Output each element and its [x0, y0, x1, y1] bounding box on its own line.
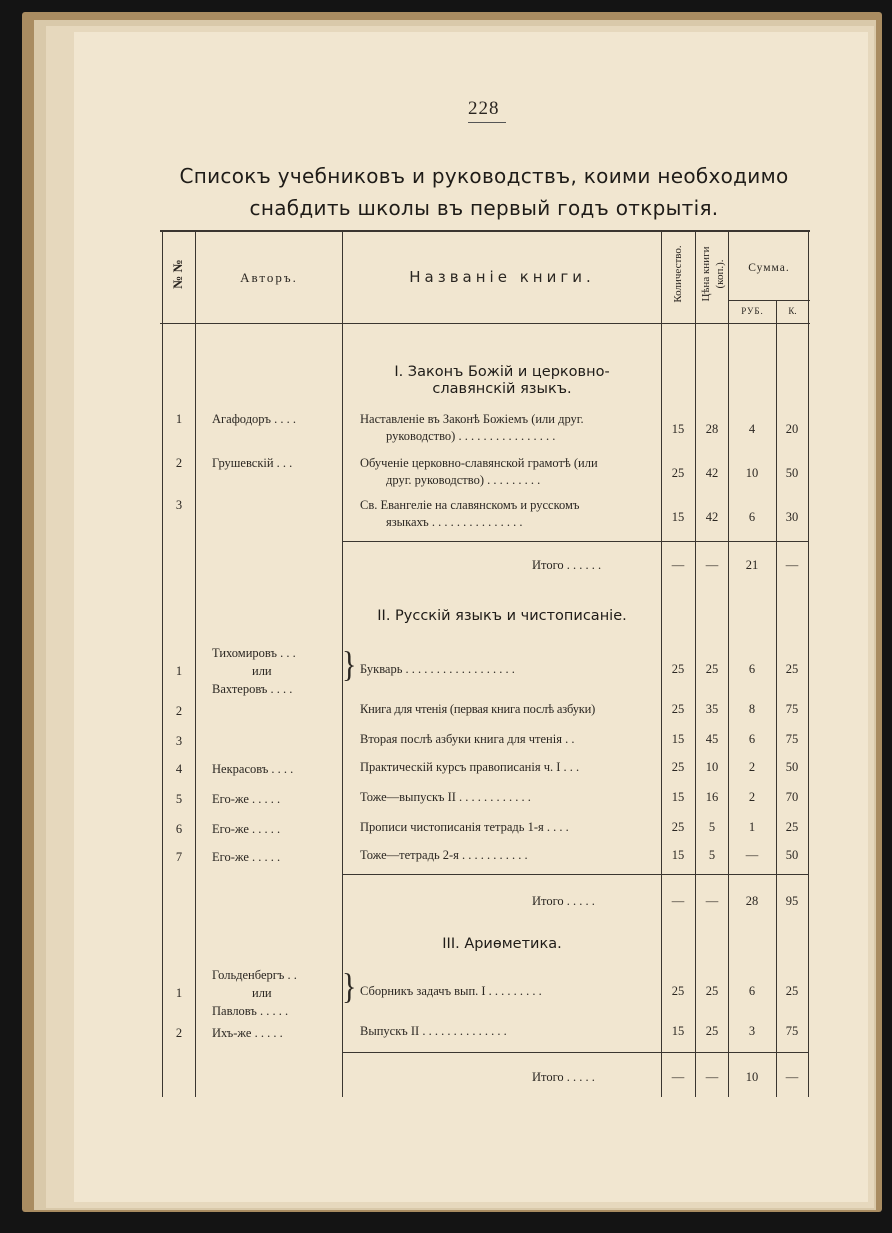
row-book-line1: Вторая послѣ азбуки книга для чтенія . .: [360, 732, 575, 746]
row-price: 35: [705, 702, 719, 716]
row-number: 1: [175, 986, 183, 1000]
row-rub: 3: [748, 1024, 756, 1038]
row-qty: 25: [671, 662, 685, 676]
header-bottom-rule: [160, 323, 810, 324]
page-number: 228: [468, 98, 500, 119]
row-number: 5: [175, 792, 183, 806]
row-rub: 6: [748, 732, 756, 746]
row-price: 16: [705, 790, 719, 804]
row-book-line1: Выпускъ II . . . . . . . . . . . . . .: [360, 1024, 507, 1038]
row-price: 10: [705, 760, 719, 774]
total-qty: —: [671, 558, 685, 572]
row-kop: 50: [785, 466, 799, 480]
row-author-line1: Тихомировъ . . .: [212, 646, 296, 660]
section-1-title-line2: славянскій языкъ.: [432, 381, 572, 397]
column-rule-no: [195, 231, 196, 1097]
row-book-line2: руководство) . . . . . . . . . . . . . . . .: [386, 429, 556, 443]
row-book-line1: Обученіе церковно-славянской грамотѣ (или: [360, 456, 598, 470]
row-author: Грушевскій . . .: [212, 456, 293, 470]
row-price: 42: [705, 466, 719, 480]
total-rule: [343, 541, 809, 542]
row-kop: 75: [785, 732, 799, 746]
table-top-rule: [160, 230, 810, 232]
row-price: 5: [708, 820, 716, 834]
total-rub: 10: [745, 1070, 759, 1084]
row-book-line1: Тоже—выпускъ II . . . . . . . . . . . .: [360, 790, 531, 804]
row-qty: 25: [671, 760, 685, 774]
row-qty: 25: [671, 984, 685, 998]
row-book-line2: друг. руководство) . . . . . . . . .: [386, 473, 541, 487]
row-author-line2: или: [252, 986, 272, 1000]
brace: }: [342, 966, 357, 1007]
row-author-line3: Павловъ . . . . .: [212, 1004, 289, 1018]
total-label: Итого . . . . .: [532, 894, 595, 908]
title-line-1: Списокъ учебниковъ и руководствъ, коими необходимо: [179, 164, 789, 188]
header-kop: К.: [788, 306, 797, 316]
column-rule-book: [661, 231, 662, 1097]
row-number: 6: [175, 822, 183, 836]
row-number: 3: [175, 734, 183, 748]
row-book-line1: Книга для чтенія (первая книга послѣ азбуки): [360, 702, 596, 716]
document-title: [164, 160, 804, 224]
title-line-2: снабдить школы въ первый годъ открытія.: [249, 196, 719, 220]
row-author-line1: Гольденбергъ . .: [212, 968, 297, 982]
row-rub: 8: [748, 702, 756, 716]
row-qty: 15: [671, 1024, 685, 1038]
row-kop: 30: [785, 510, 799, 524]
total-price: —: [705, 894, 719, 908]
header-sum: Сумма.: [748, 262, 790, 274]
row-number: 2: [175, 1026, 183, 1040]
row-kop: 70: [785, 790, 799, 804]
row-number: 2: [175, 456, 183, 470]
total-price: —: [705, 1070, 719, 1084]
total-kop: 95: [785, 894, 799, 908]
sum-subheader-rule: [728, 300, 810, 301]
row-rub: 2: [748, 790, 756, 804]
header-book: Названіе книги.: [409, 268, 595, 286]
section-2-title: II. Русскій языкъ и чистописаніе.: [377, 608, 627, 624]
row-book-line1: Прописи чистописанія тетрадь 1-я . . . .: [360, 820, 569, 834]
row-price: 25: [705, 984, 719, 998]
row-book-line2: языкахъ . . . . . . . . . . . . . . .: [386, 515, 523, 529]
row-number: 2: [175, 704, 183, 718]
row-kop: 75: [785, 702, 799, 716]
header-price-line1: Цѣна книги: [700, 246, 712, 302]
total-label: Итого . . . . .: [532, 1070, 595, 1084]
row-author-line2: или: [252, 664, 272, 678]
row-number: 4: [175, 762, 183, 776]
total-label: Итого . . . . . .: [532, 558, 602, 572]
total-rub: 28: [745, 894, 759, 908]
total-kop: —: [785, 558, 799, 572]
row-rub: 10: [745, 466, 759, 480]
row-kop: 50: [785, 760, 799, 774]
section-1-title-line1: I. Законъ Божій и церковно-: [394, 364, 610, 380]
row-qty: 15: [671, 510, 685, 524]
column-rule-price: [728, 231, 729, 1097]
row-price: 45: [705, 732, 719, 746]
total-rub: 21: [745, 558, 759, 572]
total-rule: [343, 1052, 809, 1053]
row-rub: —: [745, 848, 759, 862]
row-rub: 6: [748, 984, 756, 998]
row-kop: 25: [785, 820, 799, 834]
row-price: 25: [705, 662, 719, 676]
book-page: [74, 32, 868, 1202]
row-number: 1: [175, 412, 183, 426]
row-author: Некрасовъ . . . .: [212, 762, 294, 776]
row-rub: 1: [748, 820, 756, 834]
row-number: 1: [175, 664, 183, 678]
header-rub: РУБ.: [741, 306, 764, 316]
row-qty: 25: [671, 820, 685, 834]
header-no: № №: [170, 259, 185, 289]
row-rub: 4: [748, 422, 756, 436]
total-rule: [343, 874, 809, 875]
total-kop: —: [785, 1070, 799, 1084]
header-quantity: Количество.: [672, 245, 684, 303]
row-qty: 25: [671, 702, 685, 716]
row-rub: 6: [748, 662, 756, 676]
row-qty: 15: [671, 732, 685, 746]
column-rule-right: [808, 231, 809, 1097]
row-qty: 25: [671, 466, 685, 480]
page-number-underline: [468, 122, 506, 123]
header-price-line2: (коп.).: [714, 259, 726, 289]
row-price: 5: [708, 848, 716, 862]
section-3-title: III. Ариѳметика.: [442, 936, 562, 952]
row-book-line1: Тоже—тетрадь 2-я . . . . . . . . . . .: [360, 848, 528, 862]
row-book-line1: Сборникъ задачъ вып. I . . . . . . . . .: [360, 984, 542, 998]
total-price: —: [705, 558, 719, 572]
row-qty: 15: [671, 422, 685, 436]
row-price: 42: [705, 510, 719, 524]
row-book-line1: Практическій курсъ правописанія ч. I . . .: [360, 760, 580, 774]
row-number: 3: [175, 498, 183, 512]
header-author: Авторъ.: [240, 270, 298, 285]
row-book-line1: Св. Евангеліе на славянскомъ и русскомъ: [360, 498, 580, 512]
row-author: Его-же . . . . .: [212, 822, 281, 836]
total-qty: —: [671, 1070, 685, 1084]
section-1-title: [343, 364, 661, 398]
column-rule-left: [162, 231, 163, 1097]
row-author: Ихъ-же . . . . .: [212, 1026, 283, 1040]
row-author: Агафодоръ . . . .: [212, 412, 297, 426]
row-kop: 50: [785, 848, 799, 862]
row-price: 25: [705, 1024, 719, 1038]
row-kop: 25: [785, 662, 799, 676]
column-rule-qty: [695, 231, 696, 1097]
row-qty: 15: [671, 848, 685, 862]
brace: }: [342, 644, 357, 685]
total-qty: —: [671, 894, 685, 908]
row-number: 7: [175, 850, 183, 864]
row-author: Его-же . . . . .: [212, 792, 281, 806]
row-rub: 6: [748, 510, 756, 524]
row-author-line3: Вахтеровъ . . . .: [212, 682, 293, 696]
row-kop: 25: [785, 984, 799, 998]
row-rub: 2: [748, 760, 756, 774]
row-price: 28: [705, 422, 719, 436]
row-book-line1: Букварь . . . . . . . . . . . . . . . . . .: [360, 662, 515, 676]
row-kop: 20: [785, 422, 799, 436]
row-author: Его-же . . . . .: [212, 850, 281, 864]
row-book-line1: Наставленіе въ Законѣ Божіемъ (или друг.: [360, 412, 584, 426]
column-rule-rub: [776, 300, 777, 1097]
row-kop: 75: [785, 1024, 799, 1038]
row-qty: 15: [671, 790, 685, 804]
